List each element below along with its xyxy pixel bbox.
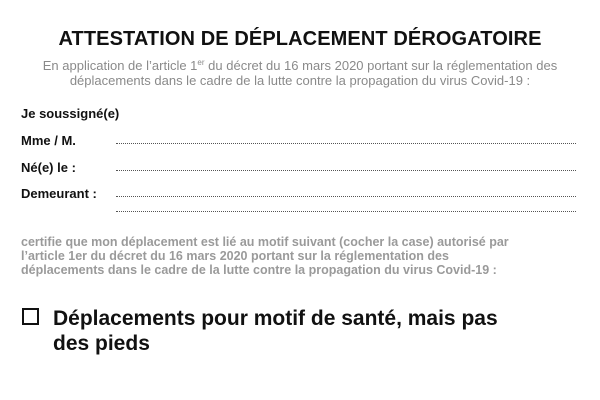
certify-line-3: déplacements dans le cadre de la lutte contre la propagation du virus Covid-19 : <box>21 263 497 277</box>
name-field[interactable] <box>116 143 576 144</box>
address-field[interactable] <box>116 196 576 197</box>
certify-paragraph <box>21 235 591 277</box>
name-label: Mme / M. <box>21 133 76 148</box>
address-field-line-2[interactable] <box>116 211 576 212</box>
intro-line-1-end: du décret du 16 mars 2020 portant sur la réglementation des <box>204 58 558 73</box>
document-title: ATTESTATION DE DÉPLACEMENT DÉROGATOIRE <box>58 28 542 50</box>
intro-paragraph <box>10 58 590 88</box>
motif-line-2: des pieds <box>53 332 150 355</box>
certify-line-1: certifie que mon déplacement est lié au motif suivant (cocher la case) autorisé par <box>21 235 509 249</box>
motif-label <box>53 306 593 356</box>
intro-superscript: er <box>197 58 205 67</box>
address-label: Demeurant : <box>21 186 97 201</box>
intro-line-2: déplacements dans le cadre de la lutte contre la propagation du virus Covid-19 : <box>69 73 531 88</box>
birth-date-field[interactable] <box>116 170 576 171</box>
motif-line-1: Déplacements pour motif de santé, mais pas <box>53 307 498 330</box>
birth-date-label: Né(e) le : <box>21 160 76 175</box>
intro-line-1-start: En application de l’article 1 <box>42 58 198 73</box>
soussigne-label: Je soussigné(e) <box>21 106 120 121</box>
certify-line-2: l’article 1er du décret du 16 mars 2020 portant sur la réglementation des <box>21 249 449 263</box>
intro-line-1 <box>10 58 590 73</box>
motif-checkbox[interactable] <box>22 308 39 325</box>
